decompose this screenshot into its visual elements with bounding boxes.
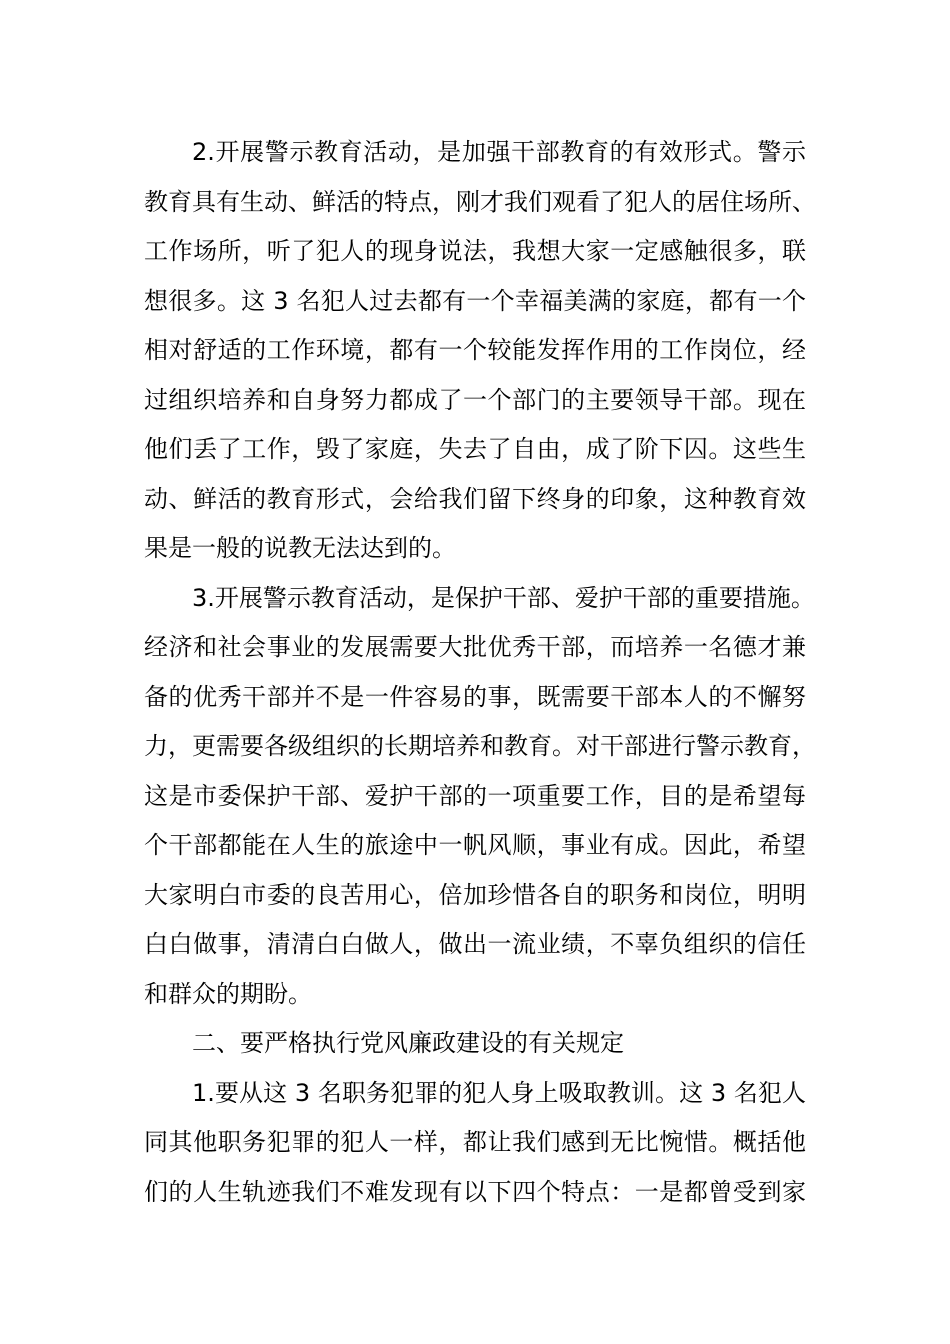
text-line: 相对舒适的工作环境，都有一个较能发挥作用的工作岗位，经 bbox=[144, 336, 806, 364]
text-line: 2.开展警示教育活动，是加强干部教育的有效形式。警示 bbox=[192, 138, 806, 166]
paragraph-item-2-warning-education bbox=[144, 128, 816, 574]
text-line: 他们丢了工作，毁了家庭，失去了自由，成了阶下囚。这些生 bbox=[144, 435, 806, 463]
text-line: 大家明白市委的良苦用心，倍加珍惜各自的职务和岗位，明明 bbox=[144, 880, 806, 909]
text-line: 工作场所，听了犯人的现身说法，我想大家一定感触很多，联 bbox=[144, 237, 806, 265]
text-line: 3.开展警示教育活动，是保护干部、爱护干部的重要措施。 bbox=[192, 583, 815, 612]
text-line: 白白做事，清清白白做人，做出一流业绩，不辜负组织的信任 bbox=[144, 930, 806, 958]
text-line: 经济和社会事业的发展需要大批优秀干部，而培养一名德才兼 bbox=[144, 633, 806, 661]
section-heading-2 bbox=[144, 1019, 806, 1069]
text-line: 们的人生轨迹我们不难发现有以下四个特点：一是都曾受到家 bbox=[144, 1177, 806, 1206]
text-line: 同其他职务犯罪的犯人一样，都让我们感到无比惋惜。概括他 bbox=[144, 1128, 806, 1156]
text-line: 1.要从这 3 名职务犯罪的犯人身上吸取教训。这 3 名犯人 bbox=[192, 1078, 806, 1107]
text-line: 过组织培养和自身努力都成了一个部门的主要领导干部。现在 bbox=[144, 385, 806, 414]
section-heading-text: 二、要严格执行党风廉政建设的有关规定 bbox=[192, 1029, 624, 1057]
text-line: 和群众的期盼。 bbox=[144, 979, 312, 1008]
text-line: 想很多。这 3 名犯人过去都有一个幸福美满的家庭，都有一个 bbox=[144, 286, 806, 315]
text-line: 果是一般的说教无法达到的。 bbox=[144, 534, 456, 562]
paragraph-item-1-lessons bbox=[144, 1069, 806, 1218]
text-line: 动、鲜活的教育形式，会给我们留下终身的印象，这种教育效 bbox=[144, 484, 806, 513]
paragraph-item-3-protect-cadres bbox=[144, 574, 816, 1020]
text-line: 教育具有生动、鲜活的特点，刚才我们观看了犯人的居住场所、 bbox=[144, 187, 816, 216]
text-line: 力，更需要各级组织的长期培养和教育。对干部进行警示教育， bbox=[144, 732, 816, 760]
text-line: 这是市委保护干部、爱护干部的一项重要工作，目的是希望每 bbox=[144, 781, 806, 810]
text-line: 个干部都能在人生的旅途中一帆风顺，事业有成。因此，希望 bbox=[144, 831, 806, 859]
text-line: 备的优秀干部并不是一件容易的事，既需要干部本人的不懈努 bbox=[144, 682, 806, 711]
document-body bbox=[144, 128, 816, 1217]
